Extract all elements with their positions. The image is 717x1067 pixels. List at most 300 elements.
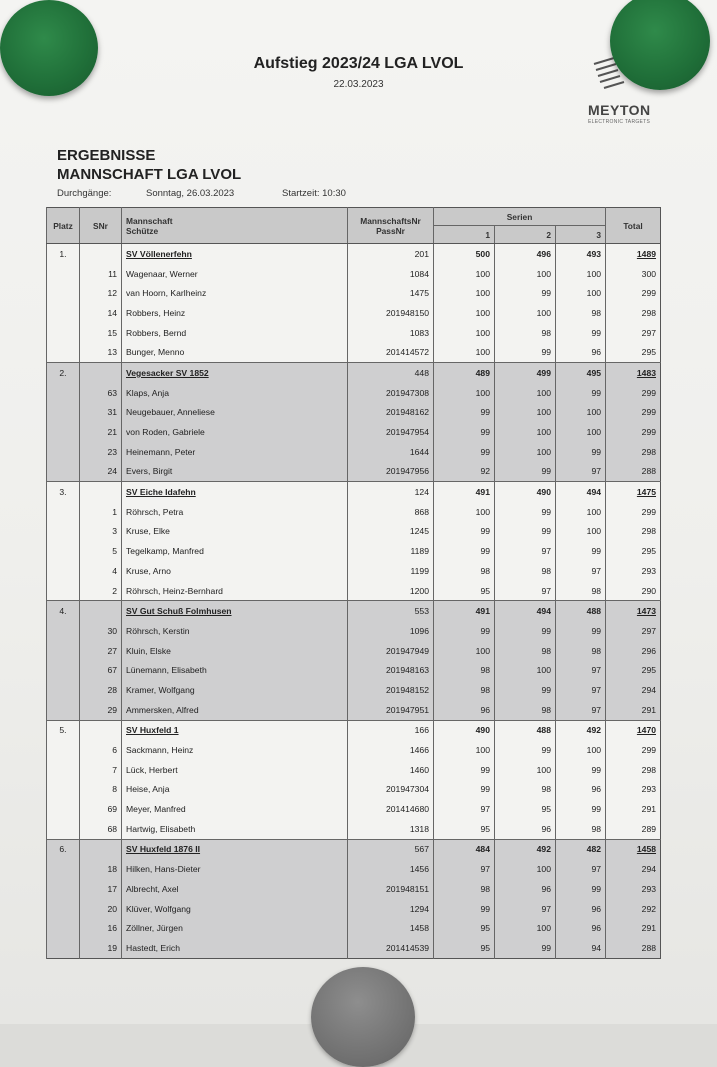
team-serie-2-text: 499 xyxy=(536,367,551,378)
shooter-serie-2 xyxy=(495,422,556,442)
shooter-snr-text: 18 xyxy=(107,864,117,875)
shooter-serie-1 xyxy=(434,403,495,423)
shooter-serie-2 xyxy=(495,700,556,720)
shooter-name xyxy=(122,342,348,362)
shooter-serie-3-text: 99 xyxy=(591,546,602,557)
durchgaenge-value: Sonntag, 26.03.2023 xyxy=(146,188,235,199)
shooter-row xyxy=(47,621,661,641)
shooter-serie-1 xyxy=(434,383,495,403)
shooter-row xyxy=(47,383,661,403)
shooter-serie-2-text: 100 xyxy=(536,923,551,934)
shooter-snr xyxy=(80,879,122,899)
shooter-passnr-text: 1245 xyxy=(409,526,429,537)
shooter-snr xyxy=(80,303,122,323)
shooter-serie-3 xyxy=(556,541,606,561)
shooter-serie-3-text: 97 xyxy=(591,665,602,676)
shooter-platz xyxy=(47,918,80,938)
shooter-platz xyxy=(47,760,80,780)
shooter-name-text: Sackmann, Heinz xyxy=(126,745,194,756)
shooter-serie-1-text: 98 xyxy=(480,565,490,576)
shooter-passnr-text: 201414539 xyxy=(385,942,429,953)
shooter-serie-3 xyxy=(556,621,606,641)
shooter-name xyxy=(122,938,348,958)
shooter-serie-3 xyxy=(556,879,606,899)
team-serie-1 xyxy=(434,482,495,502)
team-serie-1-text: 490 xyxy=(475,725,490,736)
team-snr xyxy=(80,601,122,621)
header-schuetze-label: Schütze xyxy=(126,225,159,236)
shooter-passnr-text: 201947949 xyxy=(385,645,429,656)
shooter-total-text: 296 xyxy=(641,645,657,656)
shooter-serie-1 xyxy=(434,342,495,362)
shooter-serie-2 xyxy=(495,502,556,522)
shooter-serie-3 xyxy=(556,283,606,303)
shooter-passnr xyxy=(348,422,434,442)
shooter-passnr xyxy=(348,581,434,601)
shooter-serie-2-text: 100 xyxy=(536,387,551,398)
shooter-serie-2 xyxy=(495,462,556,482)
shooter-serie-2-text: 99 xyxy=(541,347,551,358)
team-name-text: SV Huxfeld 1876 II xyxy=(126,844,201,855)
shooter-snr xyxy=(80,859,122,879)
shooter-snr xyxy=(80,264,122,284)
shooter-serie-2 xyxy=(495,938,556,958)
shooter-serie-1-text: 98 xyxy=(480,684,490,695)
shooter-platz xyxy=(47,442,80,462)
team-total-text: 1489 xyxy=(636,248,657,259)
team-number-text: 166 xyxy=(414,725,429,736)
team-name-text: SV Huxfeld 1 xyxy=(126,725,179,736)
shooter-snr xyxy=(80,323,122,343)
shooter-name xyxy=(122,383,348,403)
shooter-serie-2 xyxy=(495,303,556,323)
shooter-serie-2-text: 99 xyxy=(541,684,551,695)
shooter-serie-3 xyxy=(556,342,606,362)
shooter-serie-1-text: 99 xyxy=(480,526,490,537)
shooter-snr-text: 2 xyxy=(112,585,117,596)
team-serie-1-text: 484 xyxy=(475,844,490,855)
shooter-platz xyxy=(47,264,80,284)
shooter-serie-3 xyxy=(556,303,606,323)
shooter-serie-2 xyxy=(495,283,556,303)
shooter-name-text: Wagenaar, Werner xyxy=(126,268,198,279)
shooter-serie-2 xyxy=(495,323,556,343)
shooter-name xyxy=(122,780,348,800)
shooter-total xyxy=(606,799,661,819)
shooter-row xyxy=(47,403,661,423)
shooter-snr xyxy=(80,541,122,561)
shooter-serie-3 xyxy=(556,581,606,601)
shooter-platz xyxy=(47,938,80,958)
shooter-serie-2 xyxy=(495,581,556,601)
team-serie-3 xyxy=(556,482,606,502)
team-platz xyxy=(47,482,80,502)
shooter-name-text: Kruse, Arno xyxy=(126,565,171,576)
shooter-row xyxy=(47,918,661,938)
shooter-total xyxy=(606,283,661,303)
shooter-total-text: 295 xyxy=(641,665,657,676)
shooter-serie-3-text: 96 xyxy=(591,784,602,795)
shooter-snr-text: 17 xyxy=(107,883,117,894)
shooter-name-text: Bunger, Menno xyxy=(126,347,185,358)
shooter-platz xyxy=(47,621,80,641)
team-serie-2-text: 488 xyxy=(536,725,551,736)
shooter-name xyxy=(122,879,348,899)
shooter-row xyxy=(47,899,661,919)
shooter-passnr xyxy=(348,264,434,284)
shooter-serie-1-text: 97 xyxy=(480,804,490,815)
shooter-total-text: 290 xyxy=(641,585,657,596)
shooter-total-text: 291 xyxy=(641,804,657,815)
team-total-text: 1470 xyxy=(636,725,657,736)
durchgaenge-label: Durchgänge: xyxy=(57,188,112,199)
team-number xyxy=(348,244,434,264)
shooter-serie-1 xyxy=(434,780,495,800)
shooter-platz xyxy=(47,342,80,362)
shooter-total xyxy=(606,342,661,362)
team-snr xyxy=(80,482,122,502)
shooter-serie-2 xyxy=(495,264,556,284)
shooter-passnr-text: 201947308 xyxy=(385,387,429,398)
header-serien: Serien xyxy=(434,208,606,226)
shooter-serie-1-text: 99 xyxy=(480,764,490,775)
shooter-total-text: 295 xyxy=(641,347,657,358)
shooter-serie-1 xyxy=(434,522,495,542)
shooter-name-text: van Hoorn, Karlheinz xyxy=(126,288,207,299)
shooter-passnr xyxy=(348,859,434,879)
shooter-passnr-text: 201414680 xyxy=(385,804,429,815)
shooter-platz xyxy=(47,502,80,522)
shooter-name-text: Klüver, Wolfgang xyxy=(126,903,191,914)
shooter-passnr-text: 1084 xyxy=(409,268,429,279)
team-total xyxy=(606,839,661,859)
shooter-passnr-text: 201947951 xyxy=(385,704,429,715)
shooter-passnr-text: 1466 xyxy=(409,745,429,756)
shooter-serie-1-text: 100 xyxy=(475,506,490,517)
shooter-serie-2 xyxy=(495,899,556,919)
shooter-name xyxy=(122,462,348,482)
shooter-passnr xyxy=(348,700,434,720)
shooter-snr-text: 24 xyxy=(107,466,117,477)
team-serie-1 xyxy=(434,839,495,859)
shooter-name xyxy=(122,859,348,879)
shooter-passnr xyxy=(348,303,434,323)
team-serie-1 xyxy=(434,720,495,740)
shooter-total-text: 288 xyxy=(641,466,657,477)
shooter-serie-1 xyxy=(434,323,495,343)
shooter-passnr-text: 1096 xyxy=(409,625,429,636)
shooter-passnr-text: 1083 xyxy=(409,327,429,338)
shooter-serie-2 xyxy=(495,879,556,899)
shooter-total xyxy=(606,422,661,442)
shooter-total-text: 300 xyxy=(641,268,657,279)
shooter-name-text: Meyer, Manfred xyxy=(126,804,186,815)
shooter-total-text: 298 xyxy=(641,526,657,537)
header-serie-1: 1 xyxy=(434,226,495,244)
green-magnet-right xyxy=(610,0,710,90)
shooter-platz xyxy=(47,561,80,581)
shooter-total xyxy=(606,700,661,720)
shooter-row xyxy=(47,462,661,482)
shooter-serie-2 xyxy=(495,740,556,760)
shooter-total xyxy=(606,323,661,343)
shooter-name xyxy=(122,561,348,581)
shooter-snr-text: 31 xyxy=(107,407,117,418)
team-serie-2 xyxy=(495,363,556,383)
shooter-snr-text: 8 xyxy=(112,784,117,795)
shooter-total xyxy=(606,680,661,700)
shooter-row xyxy=(47,323,661,343)
team-name-text: Vegesacker SV 1852 xyxy=(126,367,209,378)
shooter-name xyxy=(122,283,348,303)
shooter-serie-3-text: 97 xyxy=(591,684,602,695)
shooter-serie-3 xyxy=(556,442,606,462)
shooter-serie-2-text: 100 xyxy=(536,864,551,875)
team-platz-text: 5. xyxy=(59,725,67,736)
shooter-passnr-text: 201948150 xyxy=(385,307,429,318)
shooter-serie-3 xyxy=(556,680,606,700)
shooter-total xyxy=(606,879,661,899)
team-number xyxy=(348,601,434,621)
shooter-serie-3 xyxy=(556,780,606,800)
shooter-snr-text: 30 xyxy=(107,625,117,636)
shooter-name xyxy=(122,799,348,819)
shooter-serie-2 xyxy=(495,561,556,581)
shooter-serie-1 xyxy=(434,462,495,482)
shooter-passnr-text: 201947954 xyxy=(385,427,429,438)
shooter-passnr xyxy=(348,938,434,958)
header-mannschaft-label: Mannschaft xyxy=(126,215,173,226)
shooter-snr xyxy=(80,780,122,800)
shooter-snr-text: 67 xyxy=(107,665,117,676)
shooter-passnr xyxy=(348,502,434,522)
shooter-serie-3 xyxy=(556,323,606,343)
shooter-serie-1-text: 100 xyxy=(475,288,490,299)
shooter-serie-1 xyxy=(434,264,495,284)
team-serie-2-text: 490 xyxy=(536,487,551,498)
shooter-serie-2-text: 100 xyxy=(536,446,551,457)
shooter-platz xyxy=(47,660,80,680)
header-mannschaftsnr-label: MannschaftsNr xyxy=(360,215,421,226)
shooter-name-text: Röhrsch, Heinz-Bernhard xyxy=(126,585,223,596)
shooter-total xyxy=(606,760,661,780)
header-serie-3: 3 xyxy=(556,226,606,244)
shooter-passnr-text: 1460 xyxy=(409,764,429,775)
team-platz-text: 1. xyxy=(59,248,67,259)
shooter-passnr-text: 1475 xyxy=(409,288,429,299)
team-name xyxy=(122,601,348,621)
team-row xyxy=(47,839,661,859)
shooter-snr-text: 23 xyxy=(107,446,117,457)
shooter-snr-text: 16 xyxy=(107,923,117,934)
shooter-name xyxy=(122,760,348,780)
shooter-name xyxy=(122,899,348,919)
team-serie-1-text: 491 xyxy=(475,487,490,498)
shooter-serie-3-text: 100 xyxy=(586,506,602,517)
shooter-row xyxy=(47,264,661,284)
shooter-name xyxy=(122,819,348,839)
shooter-total-text: 293 xyxy=(641,883,657,894)
shooter-total xyxy=(606,740,661,760)
shooter-platz xyxy=(47,283,80,303)
shooter-serie-2 xyxy=(495,680,556,700)
shooter-serie-3 xyxy=(556,760,606,780)
shooter-passnr-text: 1644 xyxy=(409,446,429,457)
shooter-name xyxy=(122,621,348,641)
shooter-name xyxy=(122,740,348,760)
shooter-serie-3 xyxy=(556,700,606,720)
shooter-serie-3-text: 98 xyxy=(591,307,602,318)
shooter-name-text: Klaps, Anja xyxy=(126,387,169,398)
shooter-serie-1 xyxy=(434,541,495,561)
shooter-passnr-text: 1294 xyxy=(409,903,429,914)
shooter-serie-1 xyxy=(434,700,495,720)
shooter-passnr xyxy=(348,561,434,581)
shooter-platz xyxy=(47,799,80,819)
shooter-serie-3-text: 97 xyxy=(591,466,602,477)
shooter-row xyxy=(47,422,661,442)
shooter-passnr-text: 201948152 xyxy=(385,684,429,695)
shooter-total xyxy=(606,442,661,462)
shooter-serie-1 xyxy=(434,502,495,522)
shooter-serie-3 xyxy=(556,561,606,581)
team-total-text: 1458 xyxy=(636,844,657,855)
team-serie-3-text: 492 xyxy=(586,725,602,736)
shooter-snr xyxy=(80,819,122,839)
shooter-passnr-text: 1199 xyxy=(410,565,429,576)
heading-results: ERGEBNISSE xyxy=(57,147,156,164)
shooter-row xyxy=(47,342,661,362)
header-mannschaft xyxy=(122,208,348,244)
shooter-serie-1 xyxy=(434,918,495,938)
shooter-snr-text: 69 xyxy=(107,804,117,815)
shooter-serie-3-text: 97 xyxy=(591,704,602,715)
results-table xyxy=(46,207,661,959)
shooter-snr-text: 68 xyxy=(107,823,117,834)
shooter-serie-2 xyxy=(495,541,556,561)
shooter-passnr xyxy=(348,383,434,403)
shooter-name-text: Evers, Birgit xyxy=(126,466,173,477)
team-row xyxy=(47,363,661,383)
shooter-passnr xyxy=(348,621,434,641)
shooter-serie-3-text: 96 xyxy=(591,347,602,358)
team-serie-3 xyxy=(556,720,606,740)
shooter-serie-2-text: 100 xyxy=(536,665,551,676)
shooter-serie-1-text: 95 xyxy=(480,942,490,953)
shooter-serie-3-text: 100 xyxy=(586,427,602,438)
shooter-total-text: 299 xyxy=(641,745,657,756)
team-row xyxy=(47,720,661,740)
shooter-snr xyxy=(80,918,122,938)
shooter-passnr-text: 1456 xyxy=(409,864,429,875)
shooter-passnr xyxy=(348,323,434,343)
shooter-platz xyxy=(47,541,80,561)
shooter-total xyxy=(606,462,661,482)
shooter-snr-text: 63 xyxy=(107,387,117,398)
shooter-total-text: 289 xyxy=(641,823,657,834)
shooter-serie-1-text: 100 xyxy=(475,645,490,656)
shooter-serie-3-text: 99 xyxy=(591,883,602,894)
shooter-snr-text: 27 xyxy=(107,645,117,656)
shooter-snr-text: 15 xyxy=(107,327,117,338)
team-serie-2 xyxy=(495,839,556,859)
shooter-row xyxy=(47,561,661,581)
team-serie-2 xyxy=(495,720,556,740)
shooter-name xyxy=(122,522,348,542)
shooter-total-text: 292 xyxy=(641,903,657,914)
shooter-serie-1-text: 100 xyxy=(475,268,490,279)
document-date: 22.03.2023 xyxy=(333,79,384,90)
team-number-text: 201 xyxy=(414,248,429,259)
shooter-passnr xyxy=(348,780,434,800)
shooter-serie-3 xyxy=(556,799,606,819)
shooter-name-text: Kruse, Elke xyxy=(126,526,170,537)
shooter-name-text: Kramer, Wolfgang xyxy=(126,684,195,695)
shooter-serie-2 xyxy=(495,403,556,423)
shooter-passnr xyxy=(348,740,434,760)
team-serie-2 xyxy=(495,482,556,502)
shooter-row xyxy=(47,938,661,958)
shooter-serie-1-text: 99 xyxy=(480,903,490,914)
shooter-serie-1-text: 96 xyxy=(480,704,490,715)
shooter-serie-3-text: 100 xyxy=(586,268,602,279)
team-number-text: 448 xyxy=(414,367,429,378)
team-number xyxy=(348,482,434,502)
shooter-platz xyxy=(47,740,80,760)
shooter-serie-3-text: 99 xyxy=(591,804,602,815)
shooter-serie-2-text: 98 xyxy=(541,704,551,715)
team-serie-1-text: 489 xyxy=(475,367,490,378)
shooter-name xyxy=(122,641,348,661)
shooter-name xyxy=(122,918,348,938)
shooter-platz xyxy=(47,700,80,720)
shooter-platz xyxy=(47,403,80,423)
shooter-snr-text: 5 xyxy=(112,546,117,557)
shooter-snr-text: 20 xyxy=(107,903,117,914)
shooter-serie-2-text: 100 xyxy=(536,268,551,279)
shooter-total-text: 299 xyxy=(641,427,657,438)
shooter-total-text: 293 xyxy=(641,784,657,795)
shooter-row xyxy=(47,819,661,839)
shooter-name xyxy=(122,442,348,462)
shooter-serie-1 xyxy=(434,641,495,661)
shooter-serie-3-text: 94 xyxy=(591,942,602,953)
shooter-serie-2 xyxy=(495,780,556,800)
shooter-snr-text: 13 xyxy=(107,347,117,358)
shooter-serie-3-text: 97 xyxy=(591,864,602,875)
shooter-platz xyxy=(47,780,80,800)
shooter-serie-3 xyxy=(556,740,606,760)
shooter-serie-1-text: 99 xyxy=(480,546,490,557)
shooter-serie-3 xyxy=(556,938,606,958)
shooter-platz xyxy=(47,641,80,661)
shooter-snr-text: 3 xyxy=(112,526,117,537)
shooter-snr-text: 6 xyxy=(112,745,117,756)
team-platz xyxy=(47,839,80,859)
header-snr: SNr xyxy=(80,208,122,244)
shooter-total xyxy=(606,264,661,284)
shooter-snr xyxy=(80,680,122,700)
shooter-serie-2 xyxy=(495,383,556,403)
team-number-text: 553 xyxy=(414,606,429,617)
shooter-passnr xyxy=(348,541,434,561)
team-serie-3-text: 495 xyxy=(586,367,602,378)
shooter-platz xyxy=(47,522,80,542)
shooter-serie-3 xyxy=(556,918,606,938)
shooter-serie-1-text: 100 xyxy=(475,327,490,338)
shooter-passnr xyxy=(348,522,434,542)
shooter-name-text: Hartwig, Elisabeth xyxy=(126,823,196,834)
